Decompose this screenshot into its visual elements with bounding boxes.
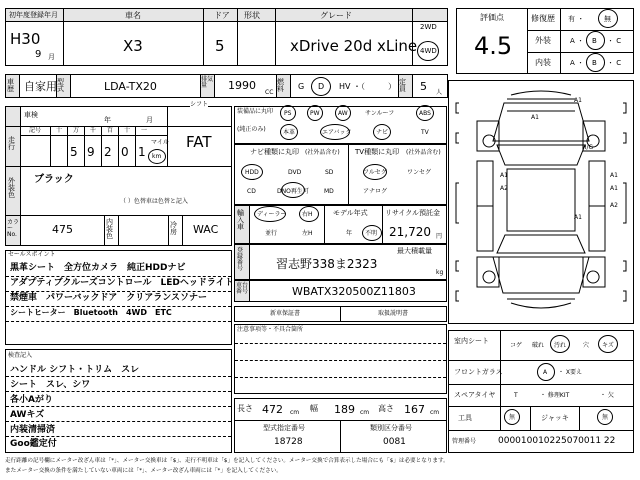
mile-label: マイル bbox=[151, 139, 169, 146]
name-label: 車名 bbox=[125, 11, 141, 20]
mileage-unit: 十 bbox=[124, 127, 131, 134]
tv-sub: (社外品含む) bbox=[406, 149, 441, 156]
class-value: 0081 bbox=[383, 437, 406, 447]
type-label: 型式 bbox=[57, 78, 64, 93]
cap-value: 5 bbox=[420, 80, 427, 93]
equipment-sublabel: (純正のみ) bbox=[237, 126, 266, 133]
import-right: 右H bbox=[302, 211, 313, 218]
spare-t: T bbox=[514, 392, 518, 399]
ext-c: ・ C bbox=[607, 37, 622, 45]
import-parallel: 並行 bbox=[265, 230, 278, 237]
reg-month: 9 bbox=[35, 49, 42, 60]
equip-navi: ナビ bbox=[376, 129, 389, 136]
door-value: 5 bbox=[215, 37, 225, 55]
sales-point-line: アダプティブクルーズコントロール LEDヘッドライト bbox=[10, 278, 234, 288]
width-unit: cm bbox=[360, 409, 370, 416]
spare-missing: ・ 欠 bbox=[600, 392, 614, 399]
caution-box bbox=[234, 324, 447, 394]
footer-line2: またメーター交換の条件を満たしていない車両には「*」、メーター改ざん車両には「*」を記入してください。 bbox=[5, 468, 282, 474]
damage-mark: A2 bbox=[610, 202, 618, 209]
ext-a: A ・ bbox=[570, 37, 585, 45]
name-value: X3 bbox=[123, 37, 143, 55]
type-value: LDA-TX20 bbox=[104, 80, 157, 93]
seat-item: 破れ bbox=[532, 342, 545, 349]
damage-mark: H/G bbox=[582, 144, 594, 151]
warranty-label: 新車保証書 bbox=[270, 310, 301, 317]
use-label: 車歴 bbox=[7, 78, 14, 93]
equip-ps: PS bbox=[284, 110, 292, 117]
km-label: km bbox=[152, 153, 162, 160]
model-year-label: モデル年式 bbox=[333, 209, 368, 217]
navi-dvd: DVD bbox=[288, 169, 302, 176]
repair-label: 修復歴 bbox=[531, 14, 555, 23]
navi-label: ナビ種類に丸印 bbox=[250, 148, 299, 156]
colorno-label: カラーNo. bbox=[7, 219, 20, 238]
mileage-grid bbox=[20, 126, 167, 166]
glass-replace: ・ X要え bbox=[558, 369, 583, 376]
seat-item: 汚れ bbox=[554, 342, 567, 349]
shift-value: FAT bbox=[186, 133, 212, 151]
score-label: 評価点 bbox=[480, 13, 504, 22]
equip-pw: PW bbox=[310, 110, 320, 117]
navi-hdd: HDD bbox=[245, 169, 259, 176]
width-label: 幅 bbox=[310, 404, 318, 413]
sales-points-label: セールスポイント bbox=[8, 251, 56, 258]
equip-airbag: エアバック bbox=[322, 129, 352, 136]
glass-a: A bbox=[543, 369, 548, 376]
int-label: 内装 bbox=[535, 58, 551, 67]
reg-label: 初年度登録年月 bbox=[9, 11, 58, 19]
manual-label: 取扱説明書 bbox=[378, 310, 409, 317]
damage-mark: A2 bbox=[500, 185, 508, 192]
equip-abs: ABS bbox=[419, 110, 431, 117]
spare-label: スペアタイヤ bbox=[454, 391, 496, 399]
damage-mark: A1 bbox=[500, 172, 508, 179]
grade-value: xDrive 20d xLine bbox=[290, 37, 418, 55]
spare-kit: ・ 修理KIT bbox=[540, 392, 570, 399]
reg-month-unit: 月 bbox=[48, 53, 55, 61]
navi-sub: (社外品含む) bbox=[305, 149, 340, 156]
fuel-g: G bbox=[298, 82, 305, 91]
shape-label: 形状 bbox=[244, 11, 260, 20]
navi-cd: CD bbox=[247, 188, 256, 195]
class-label: 類別区分番号 bbox=[370, 424, 412, 432]
jack-label: ジャッキ bbox=[541, 414, 569, 422]
inspection-label: 車検 bbox=[24, 111, 38, 119]
int-c: ・ C bbox=[607, 59, 622, 67]
equip-leather: 本革 bbox=[283, 129, 296, 136]
mileage-digit: 5 bbox=[70, 145, 78, 159]
door-label: ドア bbox=[214, 11, 230, 20]
vin-value: WBATX320500Z11803 bbox=[292, 285, 416, 298]
mileage-label: 走行 bbox=[8, 136, 15, 151]
inspection-line: AWキズ bbox=[10, 410, 45, 420]
jack-value: 無 bbox=[602, 414, 609, 421]
car-diagram bbox=[449, 81, 633, 323]
reg-year: H30 bbox=[10, 30, 41, 48]
height-value: 167 bbox=[404, 403, 425, 416]
tv-oneseg: ワンセグ bbox=[407, 169, 432, 176]
tools-value: 無 bbox=[509, 414, 516, 421]
model-year-year: 年 bbox=[346, 230, 353, 237]
sales-point-line: 黒革シート 全方位カメラ 純正HDDナビ bbox=[10, 263, 186, 273]
mileage-unit: 十 bbox=[56, 127, 63, 134]
equip-sunroof: サンルーフ bbox=[365, 110, 395, 117]
length-value: 472 bbox=[262, 403, 283, 416]
tv-fullseg: フルセグ bbox=[363, 169, 387, 176]
footer-line1: 走行距離の記号欄にメーター改ざん車は「*」、メーター交換車は「$」、走行不明車は「$」を記入してください。メーター交換で合算表示した場合にも「$」は必要となります。 bbox=[5, 458, 449, 464]
colorno-value: 475 bbox=[52, 223, 73, 236]
use-value: 自家用 bbox=[24, 80, 57, 93]
inspection-month-unit: 月 bbox=[146, 116, 153, 124]
inspection-line: ハンドル シフト・トリム スレ bbox=[10, 365, 140, 375]
caution-label: 注意事項等・不具合箇所 bbox=[237, 326, 304, 333]
inspection-line: Goo鑑定付 bbox=[10, 439, 57, 449]
cool-value: WAC bbox=[193, 223, 219, 236]
width-value: 189 bbox=[334, 403, 355, 416]
sales-point-line: シートヒーター Bluetooth 4WD ETC bbox=[10, 308, 172, 317]
equip-tv: TV bbox=[421, 129, 429, 136]
trim-label: 内装色 bbox=[106, 218, 113, 240]
plate-label: 登録番号 bbox=[237, 247, 244, 272]
mileage-digit: 0 bbox=[121, 145, 129, 159]
mileage-unit: 千 bbox=[90, 127, 97, 134]
color-value: ブラック bbox=[34, 174, 74, 185]
plate-value: 習志野338ま2323 bbox=[276, 257, 378, 271]
recycle-value: 21,720 bbox=[389, 225, 431, 239]
score-value: 4.5 bbox=[474, 32, 513, 60]
import-label: 輸入車 bbox=[237, 209, 244, 231]
repair-options: 有 ・ bbox=[568, 15, 585, 23]
seat-label: 室内シート bbox=[454, 337, 489, 345]
maxload-label: 最大積載量 bbox=[397, 247, 432, 255]
mileage-digit: 2 bbox=[104, 145, 112, 159]
recycle-label: リサイクル預託金 bbox=[385, 209, 441, 217]
inspection-line: 各小Aがり bbox=[10, 395, 53, 405]
height-label: 高さ bbox=[378, 404, 394, 413]
drive-2wd: 2WD bbox=[420, 23, 437, 31]
damage-mark: A1 bbox=[531, 114, 539, 121]
tv-label: TV種類に丸印 bbox=[355, 148, 400, 156]
mileage-unit-mark: 記号 bbox=[29, 127, 42, 134]
seat-item: キズ bbox=[602, 342, 614, 349]
shift-label: シフト bbox=[190, 101, 209, 108]
disp-label: 排気量 bbox=[201, 76, 214, 89]
ext-b: B bbox=[592, 37, 597, 45]
inspection-year-unit: 年 bbox=[104, 116, 111, 124]
navi-sd: SD bbox=[325, 169, 334, 176]
mileage-unit: 一 bbox=[141, 127, 148, 134]
color-note: （ ）色替車は色替と記入 bbox=[120, 198, 188, 205]
navi-md: MD bbox=[324, 188, 334, 195]
cap-label: 定員 bbox=[399, 78, 406, 93]
seat-item: 穴 bbox=[583, 342, 590, 349]
ext-label: 外装 bbox=[535, 36, 551, 45]
int-b: B bbox=[592, 59, 597, 67]
mgmt-value: 000010010225070011 22 bbox=[498, 436, 616, 446]
cert-value: 18728 bbox=[274, 437, 303, 447]
model-year-unknown: 不明 bbox=[365, 230, 378, 237]
drive-4wd: 4WD bbox=[420, 47, 437, 55]
seat-item: コゲ bbox=[510, 342, 523, 349]
disp-unit: CC bbox=[265, 89, 274, 96]
equip-aw: AW bbox=[338, 110, 348, 117]
vin-label: 車台番号 bbox=[236, 282, 249, 295]
damage-mark: A1 bbox=[610, 185, 618, 192]
import-left: 左H bbox=[302, 230, 313, 237]
recycle-unit: 円 bbox=[436, 233, 443, 240]
inspection-line: シート スレ、シワ bbox=[10, 380, 91, 390]
length-label: 長さ bbox=[237, 404, 253, 413]
fuel-label: 燃料 bbox=[277, 78, 284, 93]
mileage-digit: 1 bbox=[138, 145, 146, 159]
length-unit: cm bbox=[290, 409, 300, 416]
mgmt-label: 管理番号 bbox=[452, 438, 477, 445]
maxload-unit: kg bbox=[436, 269, 444, 276]
import-dealer: ディーラー bbox=[257, 211, 287, 218]
damage-mark: A1 bbox=[574, 97, 582, 104]
navi-dvd-play: DNO再生可 bbox=[277, 188, 309, 195]
grade-label: グレード bbox=[320, 11, 352, 20]
fuel-d: D bbox=[318, 82, 325, 91]
int-a: A ・ bbox=[570, 59, 585, 67]
fuel-hv: HV ・（ bbox=[339, 82, 366, 91]
mileage-unit: 万 bbox=[73, 127, 80, 134]
tools-label: 工具 bbox=[458, 414, 472, 422]
row2 bbox=[5, 74, 448, 98]
cap-unit: 人 bbox=[436, 89, 443, 96]
tv-analog: アナログ bbox=[363, 188, 388, 195]
damage-mark: A1 bbox=[574, 214, 582, 221]
inspection-notes-label: 検査記入 bbox=[8, 352, 33, 359]
glass-label: フロントガラス bbox=[454, 368, 503, 376]
sales-point-line: 禁煙車 パワーバックドア クリアランスソナー bbox=[10, 293, 208, 303]
fuel-close: ） bbox=[388, 82, 396, 91]
repair-selected: 無 bbox=[604, 15, 611, 23]
inspection-line: 内装清掃済 bbox=[10, 425, 56, 435]
damage-mark: A1 bbox=[610, 172, 618, 179]
color-label: 外装色 bbox=[8, 177, 15, 199]
equipment-label: 装備品に丸印 bbox=[237, 108, 274, 115]
mileage-digit: 9 bbox=[87, 145, 95, 159]
cool-label: 冷房 bbox=[170, 221, 177, 236]
cert-label: 型式指定番号 bbox=[263, 424, 305, 432]
mileage-unit: 百 bbox=[107, 127, 114, 134]
disp-value: 1990 bbox=[228, 79, 256, 92]
height-unit: cm bbox=[430, 409, 440, 416]
